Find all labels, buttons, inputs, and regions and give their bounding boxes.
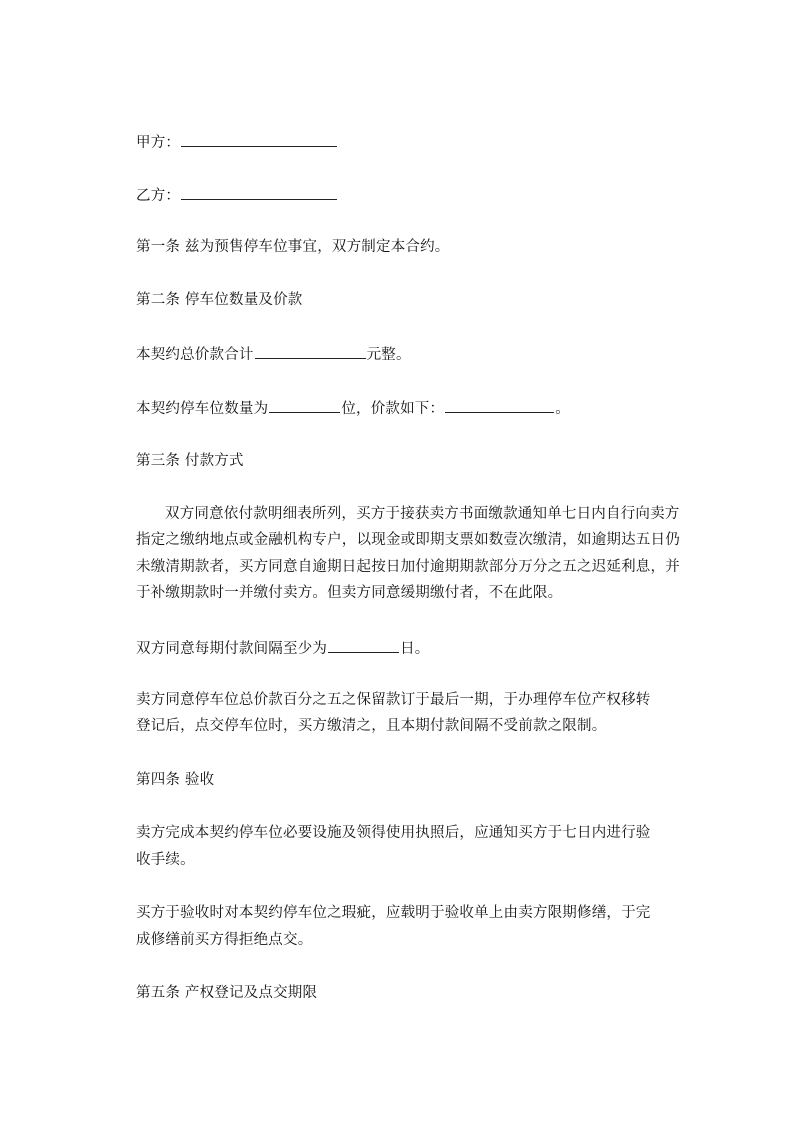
payment-p1-line-4: 于补缴期款时一并缴付卖方。但卖方同意缓期缴付者，不在此限。: [136, 585, 563, 601]
retention-line-1: 卖方同意停车位总价款百分之五之保留款订于最后一期，于办理停车位产权移转: [136, 692, 651, 708]
payment-p1-line-1: 双方同意依付款明细表所列，买方于接获卖方书面缴款通知单七日内自行向卖方: [165, 506, 680, 522]
quantity-line: [136, 397, 570, 419]
payment-p1-line-2: 指定之缴纳地点或金融机构专户，以现金或即期支票如数壹次缴清，如逾期达五日仍: [136, 532, 680, 548]
payment-p1-line-3: 未缴清期款者，买方同意自逾期日起按日加付逾期期款部分万分之五之迟延利息，并: [136, 559, 680, 575]
total-price-suffix: 元整。: [366, 347, 411, 363]
payment-interval-blank: [328, 637, 399, 653]
party-a-line: [136, 131, 338, 153]
party-b-label: 乙方：: [136, 188, 181, 204]
acceptance-p1-line-2: 收手续。: [136, 852, 195, 868]
party-a-blank: [181, 131, 337, 147]
payment-interval-suffix: 日。: [400, 641, 430, 657]
article-5-title: 第五条 产权登记及点交期限: [136, 985, 318, 1001]
article-4-title: 第四条 验收: [136, 772, 215, 788]
party-a-label: 甲方：: [136, 135, 181, 151]
total-price-blank: [255, 343, 366, 359]
quantity-suffix: 。: [555, 401, 570, 417]
payment-interval-prefix: 双方同意每期付款间隔至少为: [136, 641, 328, 657]
article-1: 第一条 兹为预售停车位事宜，双方制定本合约。: [136, 239, 450, 255]
party-b-blank: [181, 184, 337, 200]
quantity-middle: 位，价款如下：: [341, 401, 445, 417]
party-b-line: [136, 184, 338, 206]
total-price-line: [136, 343, 411, 365]
article-3-title: 第三条 付款方式: [136, 453, 244, 469]
acceptance-p2-line-2: 成修缮前买方得拒绝点交。: [136, 932, 313, 948]
retention-line-2: 登记后，点交停车位时，买方缴清之，且本期付款间隔不受前款之限制。: [136, 718, 607, 734]
payment-interval-line: [136, 637, 430, 659]
article-2-title: 第二条 停车位数量及价款: [136, 292, 303, 308]
quantity-blank: [269, 397, 340, 413]
total-price-prefix: 本契约总价款合计: [136, 347, 254, 363]
acceptance-p2-line-1: 买方于验收时对本契约停车位之瑕疵，应载明于验收单上由卖方限期修缮，于完: [136, 905, 651, 921]
quantity-prefix: 本契约停车位数量为: [136, 401, 269, 417]
acceptance-p1-line-1: 卖方完成本契约停车位必要设施及领得使用执照后，应通知买方于七日内进行验: [136, 825, 651, 841]
price-detail-blank: [445, 397, 554, 413]
